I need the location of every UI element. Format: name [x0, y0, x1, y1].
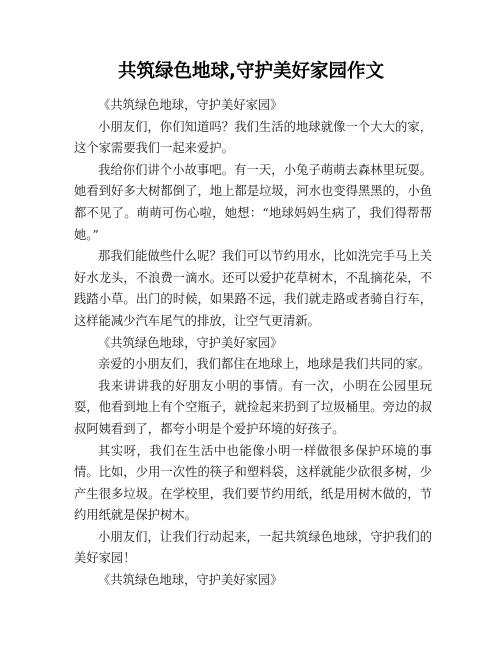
- paragraph: 小朋友们，让我们行动起来，一起共筑绿色地球，守护我们的美好家园！: [74, 529, 432, 566]
- paragraph: 那我们能做些什么呢？我们可以节约用水，比如洗完手马上关好水龙头，不浪费一滴水。还可以爱护花草树木，不乱摘花朵，不践踏小草。出门的时候，如果路不远，我们就走路或者骑自行车，这样能减少汽车尾气的排放，让空气更清新。: [74, 249, 432, 328]
- document-body: [74, 95, 432, 592]
- paragraph-subtitle: 《共筑绿色地球，守护美好家园》: [98, 98, 283, 112]
- paragraph: 亲爱的小朋友们，我们都住在地球上，地球是我们共同的家。: [98, 357, 431, 372]
- paragraph: 我给你们讲个小故事吧。有一天，小兔子萌萌去森林里玩耍。她看到好多大树都倒了，地上都是垃圾，河水也变得黑黑的，小鱼都不见了。萌萌可伤心啦，她想：“地球妈妈生病了，我们得帮帮她。”: [74, 162, 432, 242]
- paragraph: 我来讲讲我的好朋友小明的事情。有一次，小明在公园里玩耍，他看到地上有个空瓶子，就捡起来扔到了垃圾桶里。旁边的叔叔阿姨看到了，都夸小明是个爱护环境的好孩子。: [74, 378, 432, 436]
- paragraph-subtitle: 《共筑绿色地球，守护美好家园》: [98, 573, 283, 588]
- paragraph: 其实呀，我们在生活中也能像小明一样做很多保护环境的事情。比如，少用一次性的筷子和塑料袋，这样就能少砍很多树，少产生很多垃圾。在学校里，我们要节约用纸，纸是用树木做的，节约用纸就是保护树木。: [74, 443, 432, 523]
- paragraph: 小朋友们，你们知道吗？我们生活的地球就像一个大大的家，这个家需要我们一起来爱护。: [74, 119, 432, 156]
- document-title: 共筑绿色地球,守护美好家园作文: [117, 61, 385, 82]
- paragraph-subtitle: 《共筑绿色地球，守护美好家园》: [98, 335, 283, 350]
